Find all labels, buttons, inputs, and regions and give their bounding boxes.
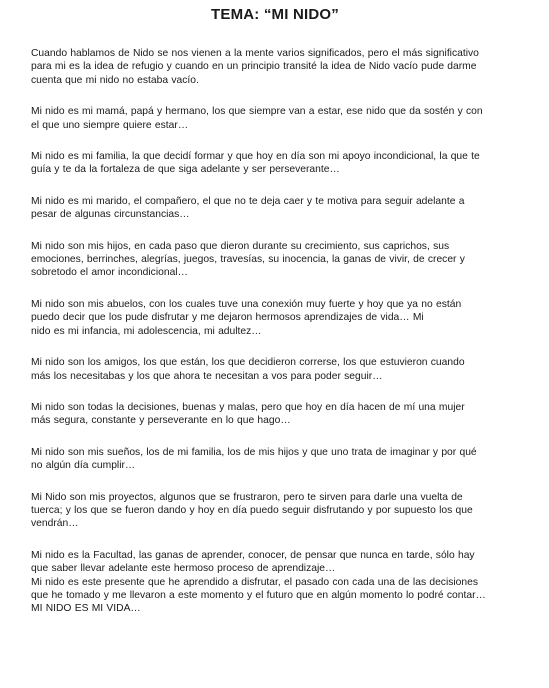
paragraph-line: tuerca; y los que se fueron dando y hoy en día puedo seguir disfrutando y por supuesto los que [31,504,473,516]
paragraph-line: Mi nido son los amigos, los que están, los que decidieron correrse, los que estuvieron cuando [31,357,465,369]
paragraph-line: que saber llevar adelante este hermoso proceso de aprendizaje… [31,563,336,575]
paragraph-line: guía y te da la fortaleza de que siga adelante y ser perseverante… [31,164,340,176]
paragraph-line: MI NIDO ES MI VIDA… [31,603,141,615]
document-title: TEMA: “MI NIDO” [211,6,339,23]
paragraph [31,150,519,177]
paragraph-line: el que uno siempre quiere estar… [31,119,189,131]
paragraph-line: Mi nido son todas la decisiones, buenas y malas, pero que hoy en día hacen de mí una mujer [31,401,465,413]
paragraph-line: pesar de algunas circunstancias… [31,209,190,221]
paragraph-line: Mi nido es mi familia, la que decidí formar y que hoy en día son mi apoyo incondicional, la que te [31,151,480,163]
paragraph [31,356,519,383]
paragraph-line: para mi es la idea de refugio y cuando en un principio transité la idea de Nido vacío pude darme [31,61,477,73]
paragraph-line: Mi nido son mis sueños, los de mi familia, los de mis hijos y que uno trata de imaginar y por qué [31,446,477,458]
paragraph-line: Mi nido son mis hijos, en cada paso que dieron durante su crecimiento, sus caprichos, sus [31,240,450,252]
paragraph-line: vendrán… [31,518,79,530]
paragraph-line: sobretodo el amor incondicional… [31,267,188,279]
paragraph-line: cuenta que mi nido no estaba vacío. [31,74,199,86]
paragraph-line: nido es mi infancia, mi adolescencia, mi adultez… [31,325,262,337]
paragraph-line: Mi nido es la Facultad, las ganas de aprender, conocer, de pensar que nunca en tarde, sólo hay [31,549,475,561]
paragraph [31,549,519,616]
paragraph-line: más los necesitabas y los que ahora te necesitan a vos para poder seguir… [31,370,383,382]
paragraph-line: Mi nido es mi mamá, papá y hermano, los que siempre van a estar, ese nido que da sostén y con [31,106,483,118]
paragraph-line: más segura, constante y perseverante en lo que hago… [31,415,291,427]
paragraph-line: Mi Nido son mis proyectos, algunos que se frustraron, pero te sirven para darle una vuelta de [31,491,463,503]
paragraph-line: emociones, berrinches, alegrías, juegos, travesías, su inocencia, la ganas de vivir, de crecer y [31,254,465,266]
paragraph [31,195,519,222]
paragraph [31,105,519,132]
paragraph-line: que he tomado y me llevaron a este momento y el futuro que en algún momento lo podré contar… [31,589,486,601]
paragraph [31,401,519,428]
paragraph [31,240,519,280]
paragraph-line: Mi nido es este presente que he aprendido a disfrutar, el pasado con cada una de las decisiones [31,576,479,588]
paragraph-line: Mi nido es mi marido, el compañero, el que no te deja caer y te motiva para seguir adelante a [31,195,465,207]
paragraph [31,298,519,338]
paragraph-line: Mi nido son mis abuelos, con los cuales tuve una conexión muy fuerte y hoy que ya no están [31,298,462,310]
paragraph [31,446,519,473]
paragraph [31,491,519,531]
document-body [31,47,519,616]
paragraph-line: no algún día cumplir… [31,460,136,472]
paragraph [31,47,519,87]
paragraph-line: Cuando hablamos de Nido se nos vienen a la mente varios significados, pero el más significativo [31,48,479,59]
paragraph-line: puedo decir que los pude disfrutar y me dejaron hermosos aprendizajes de vida… Mi [31,312,424,324]
